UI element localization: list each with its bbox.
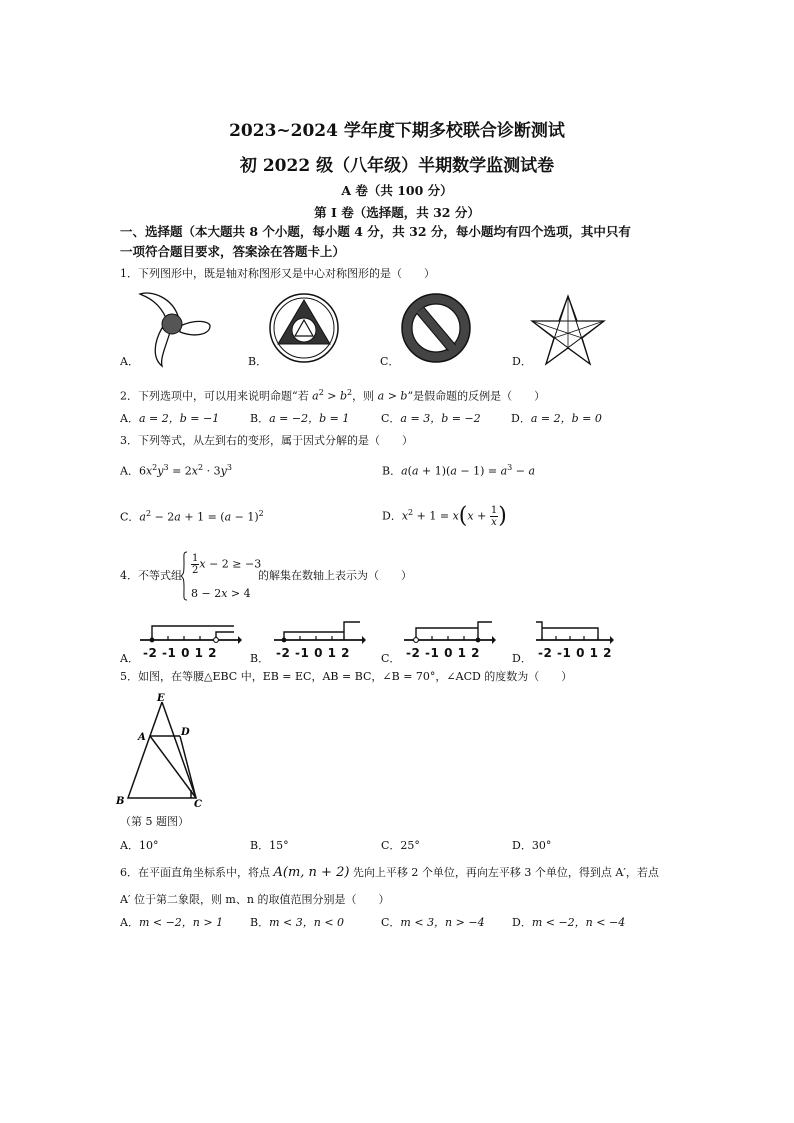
q5-figure-caption: （第 5 题图） [120,815,189,828]
triangle-figure [112,690,212,810]
section1-heading-line2: 一项符合题目要求，答案涂在答题卡上） [120,244,346,259]
number-line-c-ticks: -2 -1 0 1 2 [406,646,481,660]
number-line-a [138,620,242,646]
q4-option-c-label: C． [381,652,401,665]
prohibition-sign-icon [400,292,472,364]
exam-title-line2: 初 2022 级（八年级）半期数学监测试卷 [239,156,555,176]
q1-option-b-label: B． [248,355,268,368]
q5-option-d: D．30° [512,839,552,852]
circle-triangle-icon [268,292,340,364]
point-label-e: E [157,693,165,704]
number-line-a-ticks: -2 -1 0 1 2 [143,646,218,660]
q1-option-c-label: C． [380,355,400,368]
q3-option-d: D．$x^2 + 1 = x(x$ + $\frac{1}{x}$ ) [382,503,507,529]
q3-stem: 3．下列等式，从左到右的变形，属于因式分解的是（ ） [120,434,413,447]
q4-option-d-label: D． [512,652,532,665]
q1-option-a-label: A． [120,355,139,368]
q6-option-a: A．m < −2，n > 1 [120,916,224,929]
propeller-icon [138,288,218,368]
point-label-a: A [138,732,146,743]
q4-stem-post: 的解集在数轴上表示为（ ） [258,569,412,582]
q2-option-a: A．a = 2，b = −1 [120,412,220,425]
q5-stem: 5．如图，在等腰△EBC 中，EB = EC，AB = BC，∠B = 70°，∠ACD 的度数为（ ） [120,670,573,683]
q3-option-c: C．$a^2 - 2a + 1 = (a - 1)^2$ [120,509,264,524]
part-one-heading: 第 I 卷（选择题，共 32 分） [314,205,480,220]
paper-a-heading: A 卷（共 100 分） [341,183,453,198]
number-line-b-ticks: -2 -1 0 1 2 [276,646,351,660]
q2-option-c: C．a = 3，b = −2 [381,412,481,425]
q2-option-b: B．a = −2，b = 1 [250,412,350,425]
pentagram-icon [530,294,606,366]
left-brace-icon [180,551,188,601]
point-label-d: D [181,727,190,738]
q5-option-b: B．15° [250,839,289,852]
number-line-d [534,620,618,646]
number-line-d-ticks: -2 -1 0 1 2 [538,646,613,660]
q6-line1: 6．在平面直角坐标系中，将点 A(m, n + 2) 先向上平移 2 个单位，再向左平移 3 个单位，得到点 A′，若点 [120,865,659,880]
section1-heading-line1: 一、选择题（本大题共 8 个小题，每小题 4 分，共 32 分，每小题均有四个选项，其中只有 [120,224,631,239]
q4-inequality-2: 8 − 2x > 4 [191,587,251,600]
q4-option-a-label: A． [120,652,139,665]
q6-option-c: C．m < 3，n > −4 [381,916,485,929]
q3-option-a: A．$6x^2y^3 = 2x^2 \cdot 3y^3$ [120,463,232,478]
q2-stem: 2．下列选项中，可以用来说明命题“若 $a^2 > b^2$，则 a > b”是假命题的反例是（ ） [120,388,546,403]
exam-title-line1: 2023~2024 学年度下期多校联合诊断测试 [229,121,565,141]
q4-stem-pre: 4．不等式组 [120,569,182,582]
number-line-b [272,620,368,646]
q6-line2: A′ 位于第二象限，则 m、n 的取值范围分别是（ ） [120,893,390,906]
q2-option-d: D．a = 2，b = 0 [511,412,602,425]
point-label-c: C [194,799,202,810]
q4-inequality-1: $\frac{1}{2}$ x − 2 ≥ −3 [192,553,262,576]
q6-option-d: D．m < −2，n < −4 [512,916,626,929]
number-line-c [402,620,498,646]
q4-option-b-label: B． [250,652,270,665]
point-label-b: B [116,796,125,807]
q6-option-b: B．m < 3，n < 0 [250,916,345,929]
q1-stem: 1．下列图形中，既是轴对称图形又是中心对称图形的是（ ） [120,267,435,280]
q1-option-d-label: D． [512,355,532,368]
q3-option-b: B．$a(a + 1)(a - 1) = a^3 - a$ [382,463,536,478]
q5-option-c: C．25° [381,839,420,852]
q5-option-a: A．10° [120,839,159,852]
